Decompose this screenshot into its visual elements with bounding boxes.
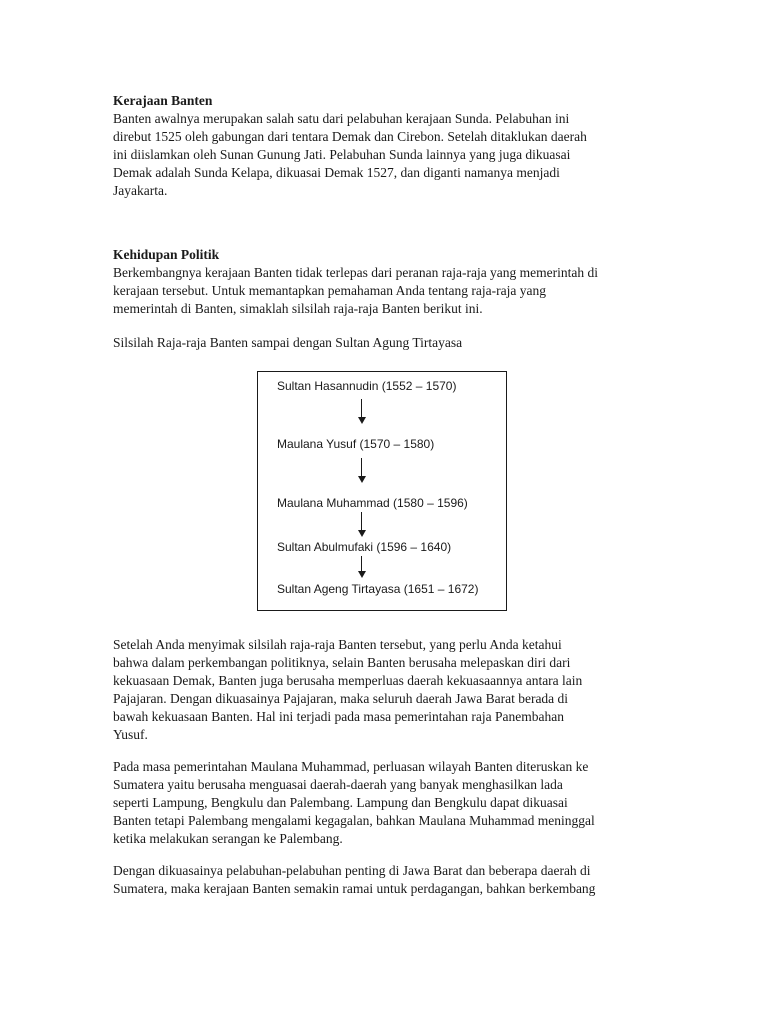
text-line: Yusuf. <box>113 727 148 742</box>
down-arrow-icon <box>358 399 366 424</box>
text-line: bahwa dalam perkembangan politiknya, selain Banten berusaha melepaskan diri dari <box>113 655 571 670</box>
down-arrow-icon <box>358 556 366 578</box>
text-line: bawah kekuasaan Banten. Hal ini terjadi pada masa pemerintahan raja Panembahan <box>113 709 564 724</box>
section-heading: Kerajaan Banten <box>113 93 213 108</box>
text-line: memerintah di Banten, simaklah silsilah raja-raja Banten berikut ini. <box>113 301 483 316</box>
text-line: direbut 1525 oleh gabungan dari tentara Demak dan Cirebon. Setelah ditaklukan daerah <box>113 129 587 144</box>
down-arrow-icon <box>358 512 366 537</box>
text-line: ini diislamkan oleh Sunan Gunung Jati. Pelabuhan Sunda lainnya yang juga dikuasai <box>113 147 571 162</box>
text-line: Jayakarta. <box>113 183 168 198</box>
paragraph-sumatera <box>113 758 658 848</box>
section-kehidupan-politik <box>113 246 658 318</box>
lineage-caption <box>113 334 658 352</box>
lineage-node-2: Maulana Yusuf (1570 – 1580) <box>277 437 435 451</box>
lineage-diagram <box>257 371 507 611</box>
section-heading: Kehidupan Politik <box>113 247 220 262</box>
text-line: Sumatera yaitu berusaha menguasai daerah-daerah yang banyak menghasilkan lada <box>113 777 563 792</box>
text-line: Banten awalnya merupakan salah satu dari pelabuhan kerajaan Sunda. Pelabuhan ini <box>113 111 570 126</box>
text-line: Pada masa pemerintahan Maulana Muhammad, perluasan wilayah Banten diteruskan ke <box>113 759 589 774</box>
lineage-node-1: Sultan Hasannudin (1552 – 1570) <box>277 379 457 393</box>
section-kerajaan-banten <box>113 92 658 200</box>
caption-text: Silsilah Raja-raja Banten sampai dengan Sultan Agung Tirtayasa <box>113 335 463 350</box>
text-line: Setelah Anda menyimak silsilah raja-raja Banten tersebut, yang perlu Anda ketahui <box>113 637 562 652</box>
paragraph-expansion <box>113 636 658 744</box>
down-arrow-icon <box>358 458 366 483</box>
text-line: Sumatera, maka kerajaan Banten semakin ramai untuk perdagangan, bahkan berkembang <box>113 881 596 896</box>
text-line: kekuasaan Demak, Banten juga berusaha memperluas daerah kekuasaannya antara lain <box>113 673 583 688</box>
text-line: seperti Lampung, Bengkulu dan Palembang. Lampung dan Bengkulu dapat dikuasai <box>113 795 568 810</box>
text-line: Dengan dikuasainya pelabuhan-pelabuhan penting di Jawa Barat dan beberapa daerah di <box>113 863 591 878</box>
lineage-node-5: Sultan Ageng Tirtayasa (1651 – 1672) <box>277 582 479 596</box>
lineage-node-3: Maulana Muhammad (1580 – 1596) <box>277 496 468 510</box>
text-line: Banten tetapi Palembang mengalami kegagalan, bahkan Maulana Muhammad meninggal <box>113 813 595 828</box>
paragraph-trade <box>113 862 658 898</box>
lineage-node-4: Sultan Abulmufaki (1596 – 1640) <box>277 540 452 554</box>
text-line: ketika melakukan serangan ke Palembang. <box>113 831 343 846</box>
text-line: kerajaan tersebut. Untuk memantapkan pemahaman Anda tentang raja-raja yang <box>113 283 546 298</box>
text-line: Berkembangnya kerajaan Banten tidak terlepas dari peranan raja-raja yang memerintah di <box>113 265 599 280</box>
text-line: Demak adalah Sunda Kelapa, dikuasai Demak 1527, dan diganti namanya menjadi <box>113 165 560 180</box>
text-line: Pajajaran. Dengan dikuasainya Pajajaran, maka seluruh daerah Jawa Barat berada di <box>113 691 569 706</box>
